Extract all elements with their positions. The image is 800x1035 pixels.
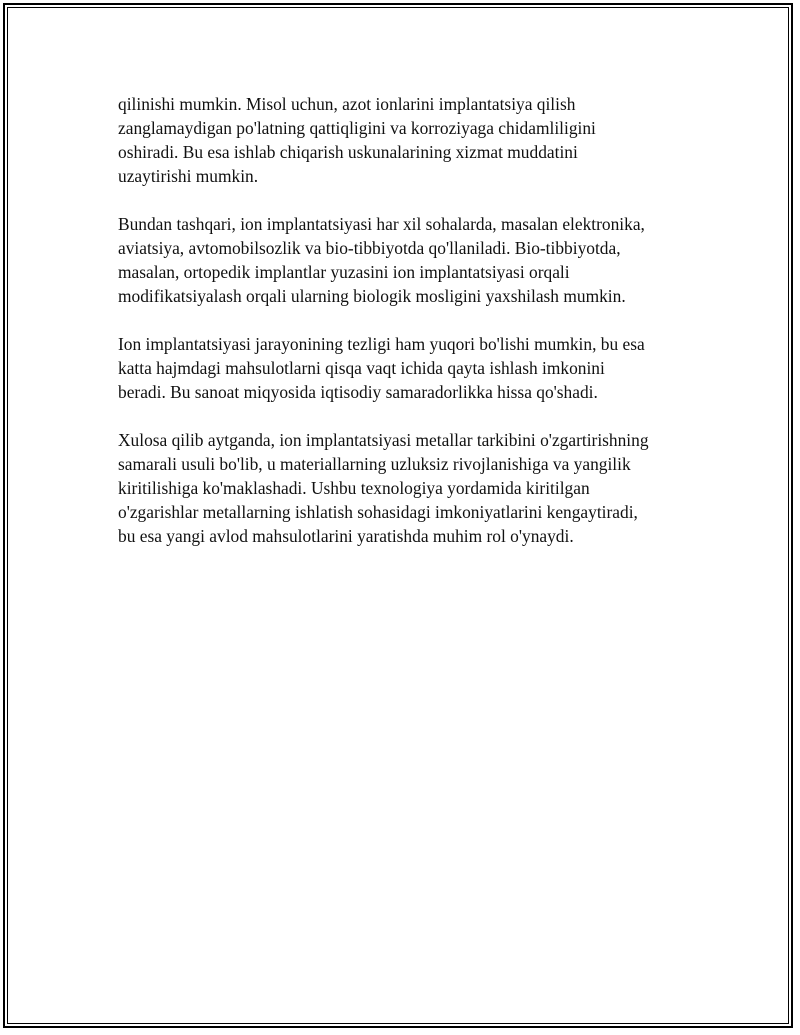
paragraph-speed: Ion implantatsiyasi jarayonining tezligi ham yuqori bo'lishi mumkin, bu esa katta hajmdagi mahsulotlarni qisqa vaqt ichida qayta ishlash imkonini beradi. Bu sanoat miqyosida iqtisodiy samaradorlikka hissa qo'shadi. [118, 334, 645, 402]
paragraph-continuation: qilinishi mumkin. Misol uchun, azot ionlarini implantatsiya qilish zanglamaydigan po'latning qattiqligini va korroziyaga chidamliligini oshiradi. Bu esa ishlab chiqarish uskunalarining xizmat muddatini uzaytirishi mumkin. [118, 94, 596, 186]
paragraph-applications: Bundan tashqari, ion implantatsiyasi har xil sohalarda, masalan elektronika, aviatsiya, avtomobilsozlik va bio-tibbiyotda qo'llaniladi. Bio-tibbiyotda, masalan, ortopedik implantlar yuzasini ion implantatsiyasi orqali modifikatsiyalash orqali ularning biologik mosligini yaxshilash mumkin. [118, 214, 645, 306]
paragraph-conclusion: Xulosa qilib aytganda, ion implantatsiyasi metallar tarkibini o'zgartirishning samarali usuli bo'lib, u materiallarning uzluksiz rivojlanishiga va yangilik kiritilishiga ko'maklashadi. Ushbu texnologiya yordamida kiritilgan o'zgarishlar metallarning ishlatish sohasidagi imkoniyatlarini kengaytiradi, bu esa yangi avlod mahsulotlarini yaratishda muhim rol o'ynaydi. [118, 430, 649, 546]
document-body [118, 92, 698, 572]
